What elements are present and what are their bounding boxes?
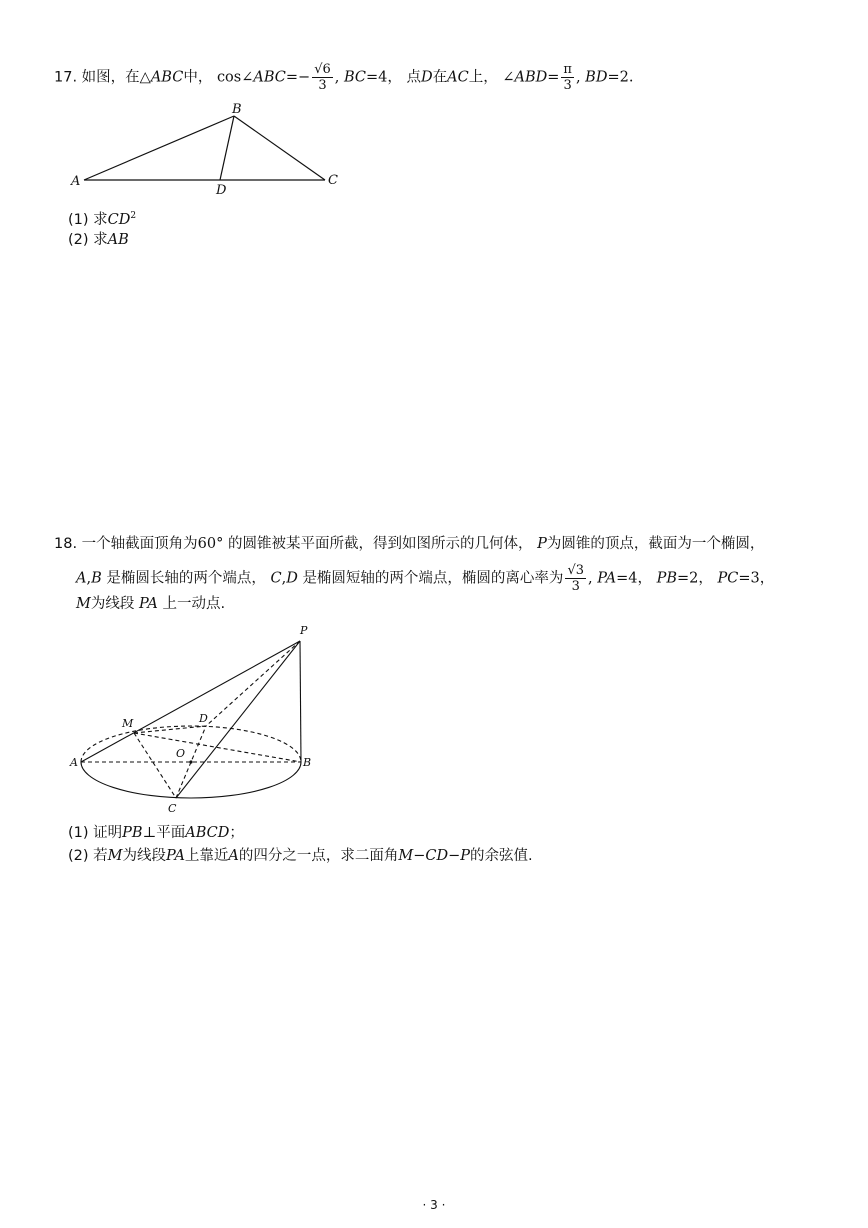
triangle-figure [62, 98, 352, 202]
segment-pb [300, 641, 301, 762]
segment-bc [234, 116, 325, 180]
label-c: C [328, 173, 338, 188]
segment-bd [220, 116, 234, 180]
label-b: B [232, 102, 242, 117]
segment-mb [134, 733, 301, 762]
q18-line2: A,B 是椭圆长轴的两个端点， C,D 是椭圆短轴的两个端点，椭圆的离心率为 $\frac{√3}{3}$ , PA=4， PB=2， PC=3， [76, 563, 775, 594]
q18-number: 18. [54, 536, 78, 552]
q18-sub1: (1) 证明PB⊥平面ABCD； [68, 825, 244, 841]
q18-line1: 18. 一个轴截面顶角为60° 的圆锥被某平面所截，得到如图所示的几何体， P为圆锥的顶点，截面为一个椭圆， [54, 536, 765, 552]
point-o [189, 760, 192, 763]
ellipse-front [81, 762, 301, 798]
q17-stem: 17. 如图，在△ABC中， cos∠ABC=− $\frac{√6}{3}$ , BC=4， 点D在AC上， ∠ABD= $\frac{\pi}{3}$ , BD=2. [54, 62, 634, 93]
label-a: A [70, 756, 78, 769]
label-d: D [216, 183, 227, 198]
label-d: D [199, 712, 208, 725]
fraction: $\frac{√3}{3}$ [567, 563, 584, 594]
segment-mc [134, 733, 176, 798]
fraction: $\frac{\pi}{3}$ [563, 62, 572, 93]
label-o: O [176, 747, 186, 760]
segment-pc [176, 641, 300, 798]
label-c: C [168, 802, 177, 815]
label-p: P [300, 624, 308, 637]
segment-pd [206, 641, 300, 726]
segment-pa [81, 641, 300, 762]
q18-line3: M为线段 PA 上一动点. [76, 596, 226, 612]
q18-sub2: (2) 若M为线段PA上靠近A的四分之一点，求二面角M−CD−P的余弦值. [68, 848, 533, 864]
q17-number: 17. [54, 69, 78, 86]
cone-figure [66, 620, 326, 816]
label-m: M [122, 717, 134, 730]
q17-sub2: (2) 求AB [68, 232, 129, 248]
segment-ab [84, 116, 234, 180]
q17-sub1: (1) 求$CD^2$ [68, 211, 137, 228]
page-number: · 3 · [422, 1198, 446, 1212]
label-a: A [71, 174, 81, 189]
label-b: B [303, 756, 312, 769]
fraction: $\frac{√6}{3}$ [314, 62, 331, 93]
